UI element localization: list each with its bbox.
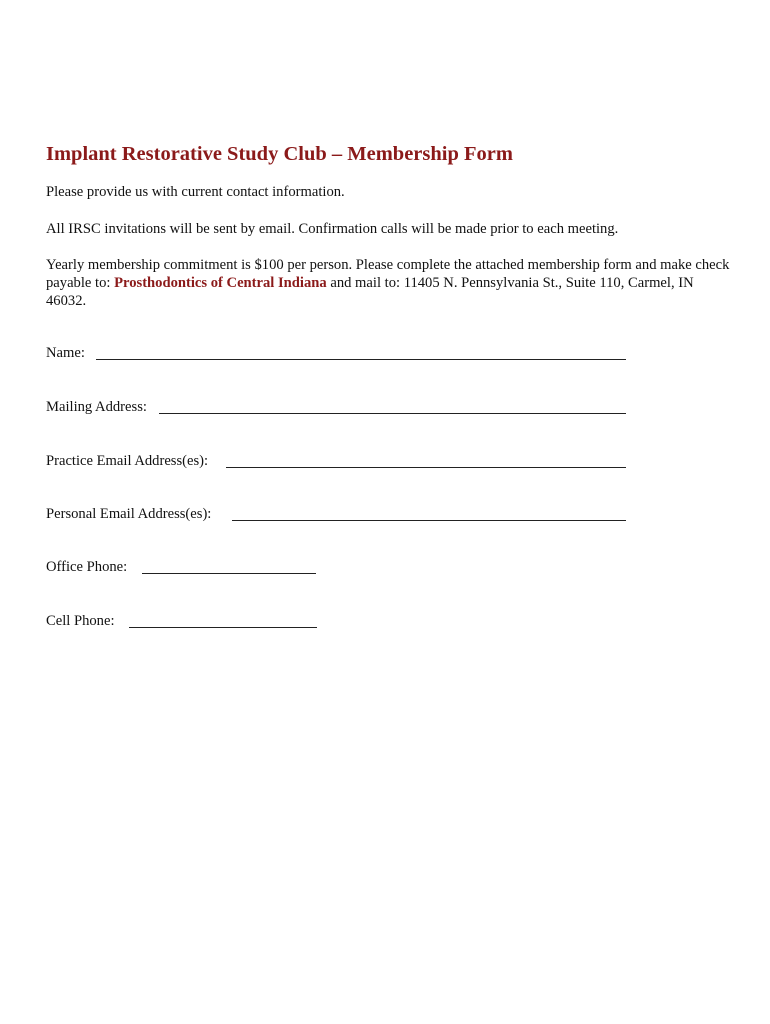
personal-email-blank-line[interactable] [232, 504, 626, 521]
personal-email-label: Personal Email Address(es): [46, 506, 212, 522]
mailing-address-label: Mailing Address: [46, 399, 147, 415]
name-label: Name: [46, 345, 85, 361]
membership-text-before: Yearly membership commitment is $100 per person. Please complete the attached membership form and make check payable to: [46, 257, 730, 291]
payee-name: Prosthodontics of Central Indiana [114, 275, 327, 291]
membership-text-after: and mail to: 11405 N. Pennsylvania St., Suite 110, Carmel, IN 46032. [46, 275, 694, 309]
practice-email-label: Practice Email Address(es): [46, 453, 209, 469]
cell-phone-label: Cell Phone: [46, 613, 115, 629]
office-phone-blank-line[interactable] [142, 557, 316, 574]
membership-instructions [46, 256, 736, 310]
name-blank-line[interactable] [96, 343, 626, 360]
mailing-address-blank-line[interactable] [159, 397, 626, 414]
practice-email-blank-line[interactable] [226, 451, 626, 468]
intro-text: Please provide us with current contact information. [46, 184, 345, 200]
office-phone-label: Office Phone: [46, 559, 128, 575]
invitation-notice: All IRSC invitations will be sent by email. Confirmation calls will be made prior to each meeting. [46, 221, 619, 237]
cell-phone-blank-line[interactable] [129, 611, 317, 628]
form-title: Implant Restorative Study Club – Membership Form [46, 143, 513, 165]
